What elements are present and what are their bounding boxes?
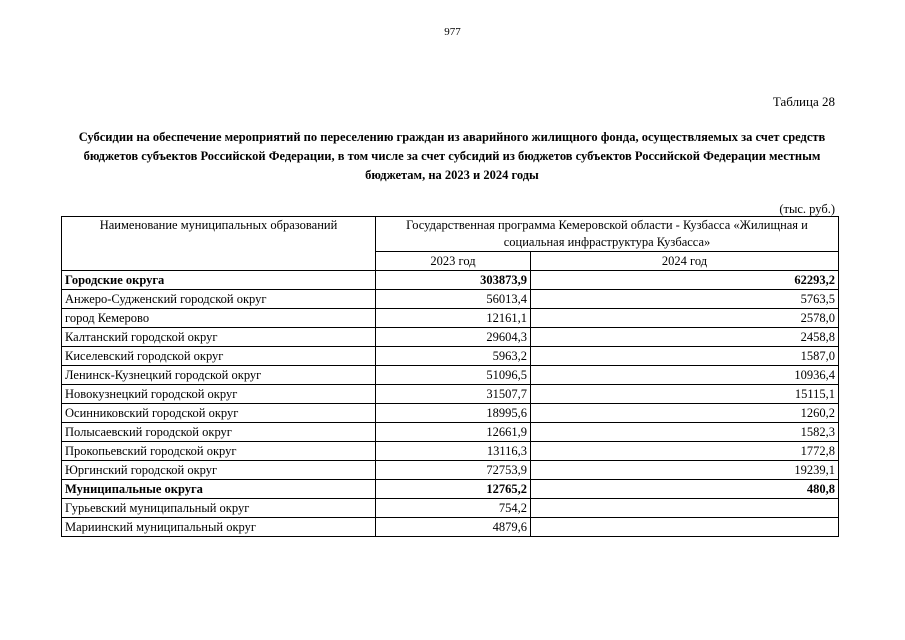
cell-value-2023: 754,2 [376,499,531,518]
column-header-2023: 2023 год [376,252,531,271]
cell-value-2024: 15115,1 [531,385,839,404]
table-row [62,309,839,328]
units-label: (тыс. руб.) [779,202,835,216]
table-row [62,328,839,347]
cell-value-2024: 1582,3 [531,423,839,442]
cell-municipality-name: Ленинск-Кузнецкий городской округ [62,366,376,385]
cell-municipality-name: Прокопьевский городской округ [62,442,376,461]
table-row [62,404,839,423]
cell-municipality-name: Городские округа [62,271,376,290]
cell-value-2023: 56013,4 [376,290,531,309]
table-row [62,347,839,366]
column-header-2024: 2024 год [531,252,839,271]
cell-value-2024: 62293,2 [531,271,839,290]
table-row [62,385,839,404]
table-header-row [62,217,839,252]
cell-value-2024: 19239,1 [531,461,839,480]
cell-municipality-name: город Кемерово [62,309,376,328]
table-row [62,461,839,480]
cell-value-2023: 4879,6 [376,518,531,537]
cell-value-2023: 5963,2 [376,347,531,366]
cell-value-2023: 18995,6 [376,404,531,423]
cell-value-2023: 13116,3 [376,442,531,461]
table-row [62,290,839,309]
table-row [62,442,839,461]
cell-value-2024: 5763,5 [531,290,839,309]
table-row [62,499,839,518]
cell-municipality-name: Калтанский городской округ [62,328,376,347]
table-row [62,366,839,385]
cell-value-2023: 31507,7 [376,385,531,404]
cell-municipality-name: Муниципальные округа [62,480,376,499]
cell-municipality-name: Киселевский городской округ [62,347,376,366]
cell-municipality-name: Осинниковский городской округ [62,404,376,423]
cell-value-2024: 2458,8 [531,328,839,347]
subsidy-table [61,216,839,537]
cell-value-2024: 480,8 [531,480,839,499]
cell-value-2023: 12661,9 [376,423,531,442]
cell-value-2023: 303873,9 [376,271,531,290]
cell-value-2023: 12765,2 [376,480,531,499]
cell-municipality-name: Полысаевский городской округ [62,423,376,442]
document-title: Субсидии на обеспечение мероприятий по переселению граждан из аварийного жилищного фонда, осуществляемых за счет средств бюджетов субъектов Российской Федерации, в том числе за счет субсидий из бюджетов субъектов Российской Федерации местным бюджетам, на 2023 и 2024 годы [78,130,826,182]
column-header-name: Наименование муниципальных образований [62,217,376,271]
cell-value-2023: 29604,3 [376,328,531,347]
cell-value-2024: 1260,2 [531,404,839,423]
cell-municipality-name: Юргинский городской округ [62,461,376,480]
cell-municipality-name: Мариинский муниципальный округ [62,518,376,537]
cell-value-2023: 51096,5 [376,366,531,385]
cell-municipality-name: Новокузнецкий городской округ [62,385,376,404]
table-row [62,518,839,537]
table-row [62,480,839,499]
table-body [62,271,839,537]
cell-value-2024 [531,518,839,537]
cell-value-2023: 12161,1 [376,309,531,328]
cell-value-2024 [531,499,839,518]
column-header-program: Государственная программа Кемеровской области - Кузбасса «Жилищная и социальная инфраструктура Кузбасса» [376,217,839,252]
table-label: Таблица 28 [772,94,835,109]
cell-municipality-name: Гурьевский муниципальный округ [62,499,376,518]
cell-municipality-name: Анжеро-Судженский городской округ [62,290,376,309]
table-row [62,423,839,442]
table-row [62,271,839,290]
cell-value-2024: 1772,8 [531,442,839,461]
cell-value-2024: 1587,0 [531,347,839,366]
cell-value-2024: 2578,0 [531,309,839,328]
cell-value-2024: 10936,4 [531,366,839,385]
cell-value-2023: 72753,9 [376,461,531,480]
page-number: 977 [444,26,461,38]
